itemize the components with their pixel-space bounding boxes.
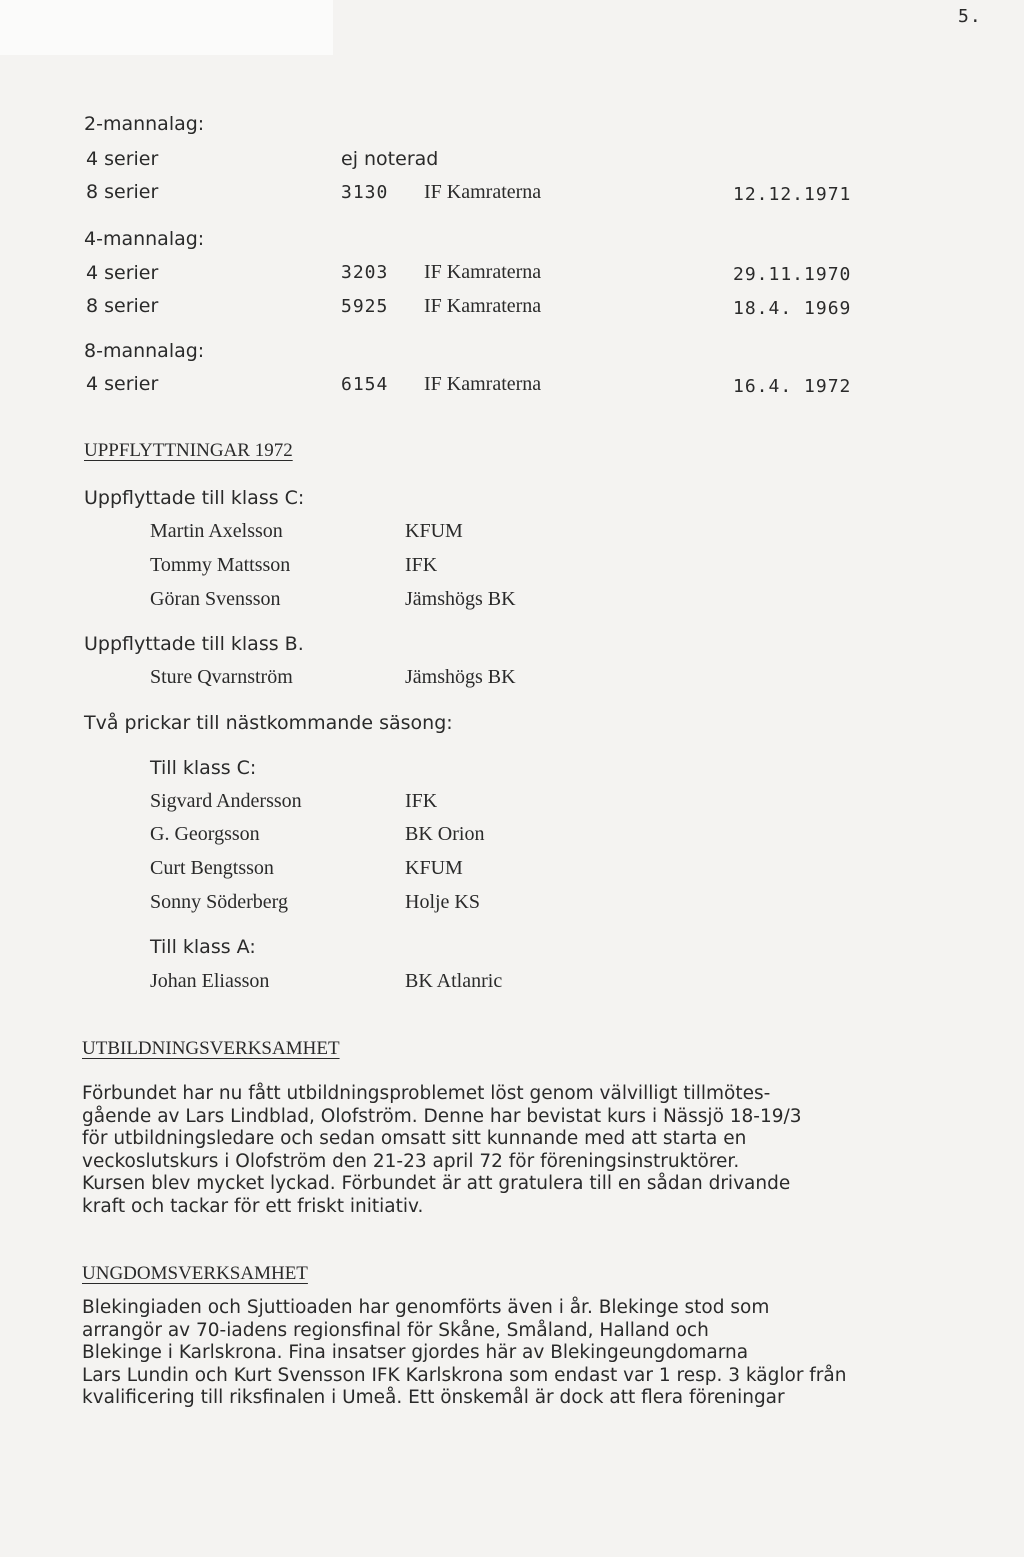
series-label: 4 serier <box>86 373 159 395</box>
paragraph-line: för utbildningsledare och sedan omsatt sitt kunnande med att starta en <box>82 1128 747 1149</box>
record-score: 6154 <box>341 374 389 395</box>
player-name: Sture Qvarnström <box>150 666 293 688</box>
record-club: IF Kamraterna <box>424 373 542 395</box>
class-label: Till klass C: <box>150 757 257 779</box>
record-score: ej noterad <box>341 148 439 170</box>
record-date: 12.12.1971 <box>733 184 852 205</box>
page-corner-patch <box>0 0 333 55</box>
promotions-heading: UPPFLYTTNINGAR 1972 <box>84 440 293 461</box>
series-label: 4 serier <box>86 148 159 170</box>
player-club: Holje KS <box>405 891 480 913</box>
two-points-label: Två prickar till nästkommande säsong: <box>84 712 453 734</box>
player-name: Johan Eliasson <box>150 970 270 992</box>
player-name: G. Georgsson <box>150 823 260 845</box>
paragraph-line: Lars Lundin och Kurt Svensson IFK Karlskrona som endast var 1 resp. 3 käglor från <box>82 1364 847 1386</box>
paragraph-line: arrangör av 70-iadens regionsfinal för Skåne, Småland, Halland och <box>82 1319 709 1341</box>
paragraph-line: kraft och tackar för ett friskt initiativ. <box>82 1195 424 1217</box>
player-club: BK Orion <box>405 823 485 845</box>
group-title: 2-mannalag: <box>84 113 205 135</box>
promotion-label: Uppflyttade till klass B. <box>84 633 304 655</box>
youth-heading: UNGDOMSVERKSAMHET <box>82 1263 308 1284</box>
player-name: Martin Axelsson <box>150 520 283 542</box>
record-date: 29.11.1970 <box>733 264 852 285</box>
player-name: Sigvard Andersson <box>150 790 302 812</box>
paragraph-line: gående av Lars Lindblad, Olofström. Denne har bevistat kurs i Nässjö 18-19/3 <box>82 1105 802 1127</box>
series-label: 4 serier <box>86 262 159 284</box>
record-score: 5925 <box>341 296 389 317</box>
youth-paragraph <box>82 1297 846 1410</box>
player-name: Tommy Mattsson <box>150 554 291 576</box>
player-name: Göran Svensson <box>150 588 281 610</box>
player-club: Jämshögs BK <box>405 666 516 688</box>
record-score: 3203 <box>341 262 389 283</box>
player-club: IFK <box>405 790 438 812</box>
class-label: Till klass A: <box>150 936 256 958</box>
player-club: KFUM <box>405 857 463 879</box>
paragraph-line: kvalificering till riksfinalen i Umeå. Ett önskemål är dock att flera föreningar <box>82 1387 785 1408</box>
record-score: 3130 <box>341 182 389 203</box>
player-club: IFK <box>405 554 438 576</box>
paragraph-line: Kursen blev mycket lyckad. Förbundet är att gratulera till en sådan drivande <box>82 1173 791 1194</box>
player-name: Sonny Söderberg <box>150 891 288 913</box>
education-heading: UTBILDNINGSVERKSAMHET <box>82 1038 340 1059</box>
group-title: 4-mannalag: <box>84 228 205 250</box>
series-label: 8 serier <box>86 295 159 317</box>
player-club: Jämshögs BK <box>405 588 516 610</box>
player-club: BK Atlanric <box>405 970 503 992</box>
record-date: 16.4. 1972 <box>733 376 852 397</box>
record-date: 18.4. 1969 <box>733 298 852 319</box>
record-club: IF Kamraterna <box>424 261 542 283</box>
page-number: 5. <box>958 6 982 27</box>
player-name: Curt Bengtsson <box>150 857 274 879</box>
paragraph-line: Förbundet har nu fått utbildningsproblemet löst genom välvilligt tillmötes- <box>82 1083 771 1104</box>
player-club: KFUM <box>405 520 463 542</box>
paragraph-line: veckoslutskurs i Olofström den 21-23 april 72 för föreningsinstruktörer. <box>82 1150 740 1172</box>
group-title: 8-mannalag: <box>84 340 205 362</box>
promotion-label: Uppflyttade till klass C: <box>84 487 305 509</box>
series-label: 8 serier <box>86 181 159 203</box>
record-club: IF Kamraterna <box>424 181 542 203</box>
record-club: IF Kamraterna <box>424 295 542 317</box>
education-paragraph <box>82 1083 802 1218</box>
paragraph-line: Blekingiaden och Sjuttioaden har genomförts även i år. Blekinge stod som <box>82 1297 770 1318</box>
paragraph-line: Blekinge i Karlskrona. Fina insatser gjordes här av Blekingeungdomarna <box>82 1342 749 1363</box>
